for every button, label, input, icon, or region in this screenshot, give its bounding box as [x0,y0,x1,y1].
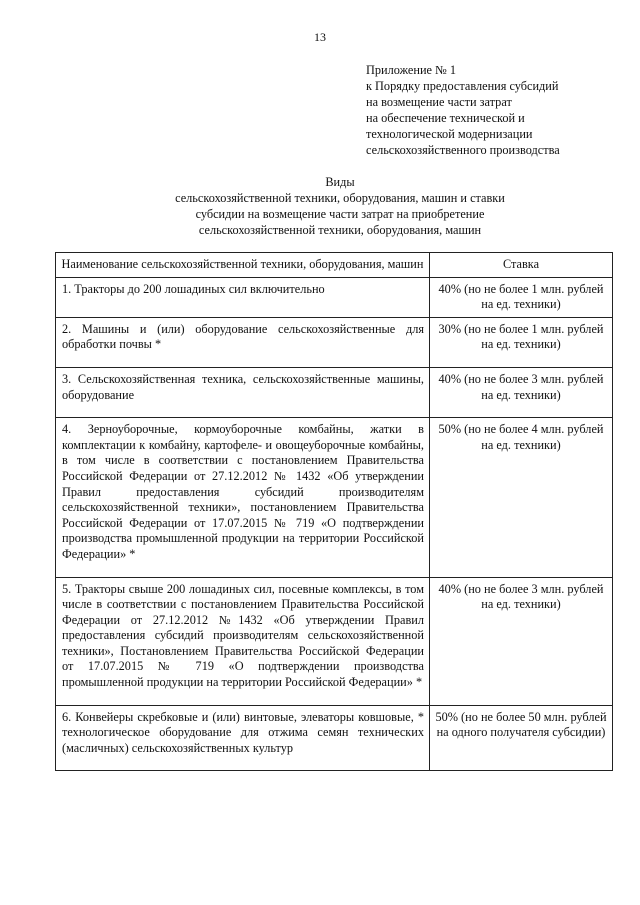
appendix-line: технологической модернизации [366,127,533,141]
table-row [56,418,613,577]
table-row [56,367,613,417]
row-name: 3. Сельскохозяйственная техника, сельскохозяйственные машины, оборудование [56,367,430,417]
row-rate: 30% (но не более 1 млн. рублей на ед. техники) [430,317,613,367]
table-row [56,705,613,771]
row-name: 4. Зерноуборочные, кормоуборочные комбайны, жатки в комплектации к комбайну, картофеле- и овощеуборочные комбайны, в том числе в соответствии с постановлением Правительства Российской Федерации от 27.12.2012 № 1432 «Об утверждении Правил предоставления субсидий производителям сельскохозяйственной техники», постановлением Правительства Российской Федерации от 17.07.2015 № 719 «О подтверждении производства промышленной продукции на территории Российской Федерации» * [56,418,430,577]
appendix-line: к Порядку предоставления субсидий [366,79,559,93]
row-rate: 40% (но не более 3 млн. рублей на ед. техники) [430,577,613,705]
table-row [56,577,613,705]
title-line: сельскохозяйственной техники, оборудования, машин [198,223,482,237]
row-name: 1. Тракторы до 200 лошадиных сил включительно [56,277,430,317]
row-name: 2. Машины и (или) оборудование сельскохозяйственные для обработки почвы * [56,317,430,367]
appendix-heading [366,62,626,158]
table-row [56,317,613,367]
appendix-line: на возмещение части затрат [366,95,512,109]
row-rate: 50% (но не более 50 млн. рублей на одного получателя субсидии) [430,705,613,771]
appendix-line: на обеспечение технической и [366,111,525,125]
table-row [56,277,613,317]
appendix-line: Приложение № 1 [366,63,457,77]
title-line: субсидии на возмещение части затрат на приобретение [195,207,485,221]
title-line: сельскохозяйственной техники, оборудования, машин и ставки [175,191,505,205]
row-rate: 50% (но не более 4 млн. рублей на ед. техники) [430,418,613,577]
title-line: Виды [325,175,355,189]
table-header-row [56,253,613,278]
subsidy-rates-table [55,252,613,771]
document-title [60,174,620,238]
row-name: 6. Конвейеры скребковые и (или) винтовые, элеваторы ковшовые, * технологическое оборудование для отжима семян технических (масличных) сельскохозяйственных культур [56,705,430,771]
header-name: Наименование сельскохозяйственной техники, оборудования, машин [56,253,430,278]
appendix-line: сельскохозяйственного производства [366,143,560,157]
row-rate: 40% (но не более 3 млн. рублей на ед. техники) [430,367,613,417]
row-rate: 40% (но не более 1 млн. рублей на ед. техники) [430,277,613,317]
header-rate: Ставка [430,253,613,278]
row-name: 5. Тракторы свыше 200 лошадиных сил, посевные комплексы, в том числе в соответствии с постановлением Правительства Российской Федерации от 27.12.2012 №1432 «Об утверждении Правил предоставления субсидий производителям сельскохозяйственной техники», Постановлением Правительства Российской Федерации от 17.07.2015 № 719 «О подтверждении производства промышленной продукции на территории Российской Федерации» * [56,577,430,705]
page-number: 13 [314,30,326,44]
